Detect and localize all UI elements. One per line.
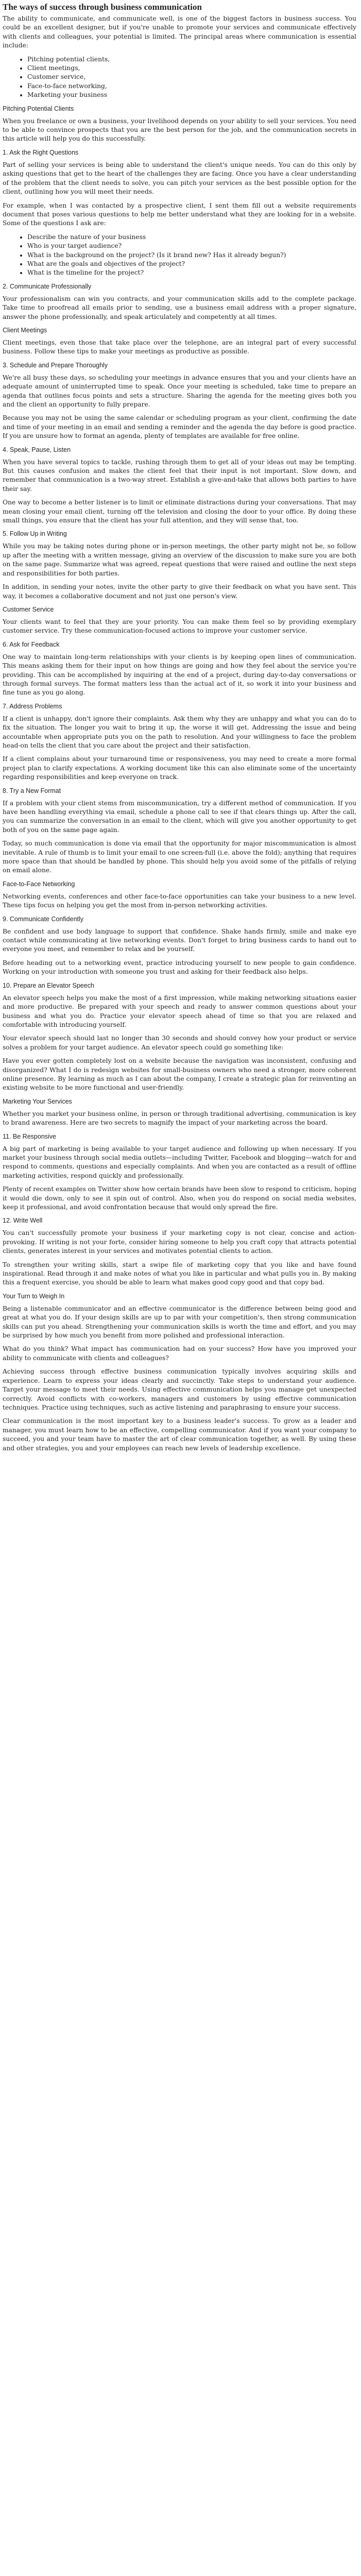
paragraph: For example, when I was contacted by a prospective client, I sent them fill out a website requirements document that poses various questions to help me better understand what they are looking for in a website. Some of the questions I ask are: [3, 201, 356, 227]
list-item: • Client meetings, [27, 64, 356, 73]
bullet-list [3, 55, 356, 100]
paragraph: A big part of marketing is being available to your target audience and following up when necessary. If you market your business through social media outlets—including Twitter, Facebook and blogging—watch for and respond to comments, questions and especially complaints. And when you are contacted as a result of offline marketing activities, respond quickly and professionally. [3, 1145, 356, 1179]
paragraph: Be confident and use body language to support that confidence. Shake hands firmly, smile and make eye contact while communicating at live networking events. Don't forget to bring business cards to hand out to everyone you meet, and remember to relax and be yourself. [3, 927, 356, 953]
paragraph: If a problem with your client stems from miscommunication, try a different method of communication. If you have been handling everything via email, schedule a phone call to see if that clears things up. After the call, you can summarize the conversation in an email to the client, which will give you another opportunity to get both of you on the same page again. [3, 799, 356, 834]
paragraph: Your clients want to feel that they are your priority. You can make them feel so by providing exemplary customer service. Try these communication-focused actions to improve your customer service. [3, 618, 356, 635]
section-heading: 10. Prepare an Elevator Speech [3, 981, 94, 989]
paragraph: Have you ever gotten completely lost on a website because the navigation was inconsistent, confusing and disorganized? What I do is redesign websites for small-business owners who need a stronger, more coherent online presence. By learning as much as I can about the company, I create a strategic plan for reinventing an existing website to be more functional and user-friendly. [3, 1057, 356, 1092]
list-item: • Who is your target audience? [27, 242, 356, 250]
list-item: • Face-to-face networking, [27, 82, 356, 91]
section-heading: Marketing Your Services [3, 1097, 72, 1105]
section-heading: 4. Speak, Pause, Listen [3, 446, 71, 453]
section-heading: Customer Service [3, 605, 54, 613]
section-heading: 8. Try a New Format [3, 787, 61, 794]
list-item: • What is the timeline for the project? [27, 268, 356, 277]
paragraph: Achieving success through effective business communication typically involves acquiring skills and experience. Learn to express your ideas clearly and succinctly. Take steps to understand your audience. Target your message to meet their needs. Using effective communication helps you manage get unexpected correctly. Avoid conflicts with co-workers, managers and customers by using effective communication techniques. Practice using techniques, such as active listening and paraphrasing to ensure your success. [3, 1368, 356, 1411]
list-item: • What is the background on the project? (Is it brand new? Has it already begun?) [27, 251, 356, 260]
paragraph: What do you think? What impact has communication had on your success? How have you improved your ability to communicate with clients and colleagues? [3, 1345, 356, 1362]
section-heading: 6. Ask for Feedback [3, 640, 60, 648]
paragraph: An elevator speech helps you make the most of a first impression, while making networking situations easier and more productive. Be prepared with your speech and ready to answer common questions about your business and what you do. Practice your elevator speech ahead of time so that you are relaxed and comfortable with introducing yourself. [3, 994, 356, 1028]
section-heading: Your Turn to Weigh In [3, 1292, 65, 1300]
paragraph: Before heading out to a networking event, practice introducing yourself to new people to gain confidence. Working on your introduction with someone you trust and asking for their feedback also helps. [3, 959, 356, 976]
section-heading: 12. Write Well [3, 1217, 43, 1225]
paragraph: Networking events, conferences and other face-to-face opportunities can take your business to a new level. These tips focus on helping you get the most from in-person networking activities. [3, 892, 356, 909]
paragraph: While you may be taking notes during phone or in-person meetings, the other party might not be, so follow up after the meeting with a written message, giving an overview of the discussion to make sure you are both on the same page. Summarize what was agreed, repeat questions that were raised and outline the next steps and responsibilities for both parties. [3, 543, 356, 577]
paragraph: Client meetings, even those that take place over the telephone, are an integral part of every successful business. Follow these tips to make your meetings as productive as possible. [3, 338, 356, 355]
paragraph: Being a listenable communicator and an effective communicator is the difference between being good and great at what you do. If your design skills are up to par with your competition's, then strong communication skills can put you ahead. Strengthening your communication skills is worth the time and effort, and you may be surprised by how much you benefit from more polished and professional interaction. [3, 1304, 356, 1340]
paragraph: If a client is unhappy, don't ignore their complaints. Ask them why they are unhappy and what you can do to fix the situation. The longer you wait to bring it up, the worse it will get. Addressing the issue and being accountable when appropriate puts you on the path to resolution. And your willingness to face the problem head-on tells the client that you care about the project and their satisfaction. [3, 715, 356, 749]
paragraph: When you freelance or own a business, your livelihood depends on your ability to sell your services. You need to be able to convince prospects that you are the best person for the job, and the communication secrets in this article will help you do this successfully. [3, 117, 356, 143]
paragraph: One way to maintain long-term relationships with your clients is by keeping open lines of communication. This means asking them for their input on how things are going and how they feel about the service you're providing. This can be accomplished by inquiring at the end of a project, during day-to-day conversations or through formal surveys. The format matters less than the actual act of it, so work it into your business and fine tune as you go along. [3, 653, 356, 697]
list-item: • Describe the nature of your business [27, 233, 356, 242]
paragraph: Because you may not be using the same calendar or scheduling program as your client, confirming the date and time of your meeting in an email and sending a reminder and the agenda the day before is good practice. If you are unsure how to format an agenda, plenty of templates are available for free online. [3, 414, 356, 440]
article-body [3, 14, 356, 1453]
section-heading: 7. Address Problems [3, 702, 62, 710]
paragraph: Today, so much communication is done via email that the opportunity for major miscommunication is almost inevitable. A rule of thumb is to limit your email to one screen-full (i.e. above the fold); anything that requires more space than that should be handled by phone. This should help you avoid some of the pitfalls of relying on email alone. [3, 840, 356, 874]
paragraph: To strengthen your writing skills, start a swipe file of marketing copy that you like and have found inspirational. Read through it and make notes of what you like in particular and what pulls you in. By making this a frequent exercise, you should be able to learn what makes good copy good and that copy bad. [3, 1261, 356, 1286]
section-heading: 11. Be Responsive [3, 1132, 56, 1140]
article-title: The ways of success through business communication [3, 2, 202, 12]
paragraph: Plenty of recent examples on Twitter show how certain brands have been slow to respond to criticism, hoping it would die down, only to see it spin out of control. Also, when you do respond on social media websites, keep it professional, and avoid confrontation because that would only spread the fire. [3, 1185, 356, 1211]
section-heading: 3. Schedule and Prepare Thoroughly [3, 361, 108, 369]
paragraph: Your professionalism can win you contracts, and your communication skills add to the complete package. Take time to proofread all emails prior to sending, use a business email address with a proper signature, answer the phone professionally, and speak articulately and competently at all times. [3, 295, 356, 320]
paragraph: Whether you market your business online, in person or through traditional advertising, communication is key to brand awareness. Here are two secrets to magnify the impact of your marketing across the board. [3, 1110, 356, 1127]
list-item: • Customer service, [27, 73, 356, 81]
paragraph: One way to become a better listener is to limit or eliminate distractions during your conversations. That may mean closing your email client, turning off the television and closing the door to your office. By doing these small things, you ensure that the client has your full attention, and they will sense that, too. [3, 499, 356, 524]
list-item: • Marketing your business [27, 91, 356, 99]
paragraph: If a client complains about your turnaround time or responsiveness, you may need to create a more formal project plan to clarify expectations. A working document like this can also eliminate some of the uncertainty regarding responsibilities and keep everyone on track. [3, 755, 356, 781]
section-heading: 1. Ask the Right Questions [3, 148, 79, 156]
paragraph: When you have several topics to tackle, rushing through them to get all of your ideas out may be tempting. But this causes confusion and makes the client feel that their input is not important. Slow down, and remember that communication is a two-way street. Establish a give-and-take that allows both parties to have their say. [3, 458, 356, 493]
section-heading: Pitching Potential Clients [3, 105, 74, 112]
list-item: • What are the goals and objectives of the project? [27, 260, 356, 268]
section-heading: Face-to-Face Networking [3, 880, 75, 888]
section-heading: Client Meetings [3, 326, 47, 334]
paragraph: Your elevator speech should last no longer than 30 seconds and should convey how your product or service solves a problem for your target audience. An elevator speech could go something like: [3, 1035, 356, 1051]
paragraph: We're all busy these days, so scheduling your meetings in advance ensures that you and your clients have an adequate amount of uninterrupted time to speak. Once your meeting is scheduled, take time to prepare an agenda that outlines focus points and sets a structure. Sharing the agenda for the meeting gives both you and the client an opportunity to fully prepare. [3, 374, 356, 408]
paragraph: In addition, in sending your notes, invite the other party to give their feedback on what you have sent. This way, it becomes a collaborative document and not just one person's view. [3, 583, 356, 600]
section-heading: 2. Communicate Professionally [3, 282, 92, 290]
section-heading: 9. Communicate Confidently [3, 915, 84, 923]
paragraph: Clear communication is the most important key to a business leader's success. To grow as a leader and manager, you must learn how to be an effective, compelling communicator. And if you want your company to succeed, you and your team have to master the art of clear communication together, as well. By using these and other strategies, you and your employees can reach new levels of leadership excellence. [3, 1417, 356, 1452]
paragraph: Part of selling your services is being able to understand the client's unique needs. You can do this only by asking questions that get to the heart of the challenges they are facing. Once you have a clear understanding of the problem that the client needs to solve, you can pitch your services as the best possible option for the client, outlining how you will meet their needs. [3, 161, 356, 196]
paragraph: You can't successfully promote your business if your marketing copy is not clear, concise and action-provoking. If writing is not your forte, consider hiring someone to help you craft copy that attracts potential clients, generates interest in your services and motivates potential clients to action. [3, 1229, 356, 1255]
paragraph: The ability to communicate, and communicate well, is one of the biggest factors in business success. You could be an excellent designer, but if you're unable to promote your services and communicate effectively with clients and colleagues, your potential is limited. The principal areas where communication is essential include: [3, 15, 356, 49]
bullet-list [3, 233, 356, 278]
section-heading: 5. Follow Up in Writing [3, 530, 67, 538]
list-item: • Pitching potential clients, [27, 55, 356, 64]
